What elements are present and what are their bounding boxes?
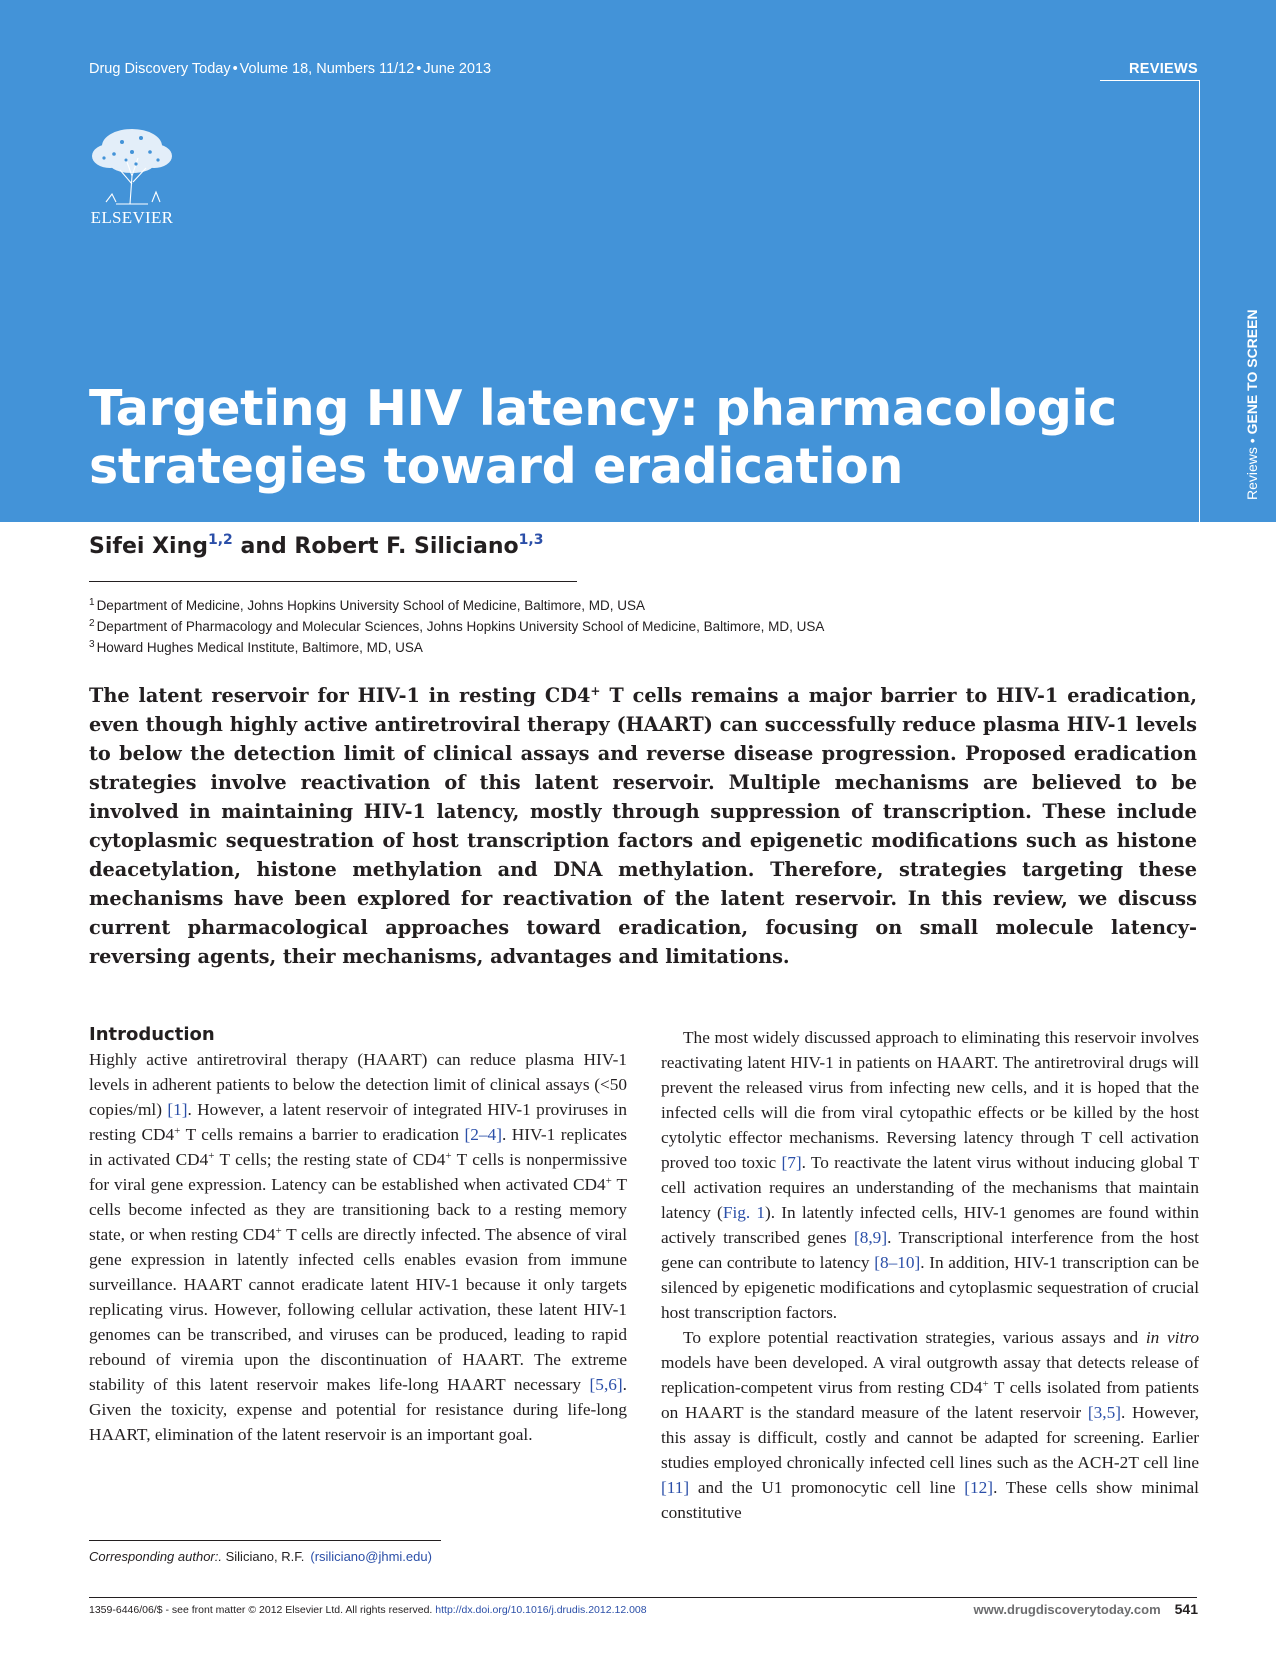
separator-dot: • xyxy=(232,61,238,77)
side-label-section: GENE TO SCREEN xyxy=(1244,309,1260,435)
section-heading: Introduction xyxy=(89,1024,215,1045)
footnote-label: Corresponding author:. xyxy=(89,1549,222,1564)
superscript: + xyxy=(445,1150,452,1162)
text-run: Highly active antiretroviral therapy (HAART) can reduce plasma HIV-1 levels in adherent patients to below the detection limit of clinical assays (<50 copies/ml) xyxy=(89,1050,627,1119)
superscript: + xyxy=(275,1225,282,1237)
affiliation-text: Department of Medicine, Johns Hopkins University School of Medicine, Baltimore, MD, USA xyxy=(96,598,646,613)
citation-link[interactable]: [12] xyxy=(964,1478,994,1497)
citation-link[interactable]: [11] xyxy=(661,1478,690,1497)
superscript: + xyxy=(174,1125,181,1137)
citation-link[interactable]: [1] xyxy=(167,1100,188,1119)
text-run: T cells are directly infected. The absence of viral gene expression in latently infected cells enables evasion from immune surveillance. HAART cannot eradicate latent HIV-1 because it only targets replicating virus. However, following cellular activation, these latent HIV-1 genomes can be transcribed, and viruses can be produced, leading to rapid rebound of viremia upon the discontinuation of HAART. The extreme stability of this latent reservoir makes life-long HAART necessary xyxy=(89,1225,627,1394)
corresponding-author-note xyxy=(89,1549,432,1564)
author-affiliation-marker[interactable]: 1,3 xyxy=(518,532,544,548)
author-connector: and xyxy=(240,534,287,559)
text-run: . However, a latent reservoir of integrated HIV-1 proviruses in resting CD4 xyxy=(89,1100,627,1144)
affiliation-number: 2 xyxy=(89,618,95,629)
header-rule xyxy=(1100,80,1199,81)
text-run: . In addition, HIV-1 transcription can be silenced by epigenetic modifications and cytoplasmic sequestration of crucial host transcription factors. xyxy=(661,1253,1199,1322)
text-run: models have been developed. A viral outgrowth assay that detects release of replication-competent virus from resting CD4 xyxy=(661,1353,1199,1397)
author-name: Robert F. Siliciano xyxy=(294,534,519,559)
affiliation-number: 3 xyxy=(89,639,95,650)
citation-link[interactable]: [8–10] xyxy=(874,1253,921,1272)
elsevier-logo xyxy=(86,124,178,228)
doi-link[interactable]: http://dx.doi.org/10.1016/j.drudis.2012.12.008 xyxy=(435,1604,647,1616)
footer-legal xyxy=(89,1604,647,1616)
issn-text: 1359-6446/06/$ - see front matter xyxy=(89,1604,246,1616)
separator-dot: • xyxy=(416,61,422,77)
affiliation-item xyxy=(89,595,824,616)
footnote-name: Siliciano, R.F. xyxy=(225,1549,305,1564)
section-label: REVIEWS xyxy=(1129,61,1198,77)
text-run: and the U1 promonocytic cell line xyxy=(689,1478,965,1497)
text-run: T cells; the resting state of CD4 xyxy=(214,1150,446,1169)
citation-link[interactable]: [2–4] xyxy=(464,1125,502,1144)
text-run: T cells become infected as they are transitioning back to a resting memory state, or when resting CD4 xyxy=(89,1175,627,1244)
article-title: Targeting HIV latency: pharmacologic strategies toward eradication xyxy=(89,380,1117,495)
elsevier-wordmark: ELSEVIER xyxy=(90,208,174,227)
footnote-divider xyxy=(89,1540,441,1541)
text-run: To explore potential reactivation strategies, various assays and xyxy=(683,1328,1146,1347)
copyright-text: © 2012 Elsevier Ltd. All rights reserved. xyxy=(248,1604,433,1616)
affiliation-text: Howard Hughes Medical Institute, Baltimore, MD, USA xyxy=(96,640,423,655)
body-column-right xyxy=(661,1025,1199,1525)
superscript: + xyxy=(605,1175,612,1187)
author-affiliation-marker[interactable]: 1,2 xyxy=(208,532,233,548)
paragraph xyxy=(661,1325,1199,1525)
footer-rule xyxy=(89,1597,1197,1598)
citation-link[interactable]: [5,6] xyxy=(589,1375,623,1394)
tree-icon xyxy=(86,124,178,206)
citation-link[interactable]: [7] xyxy=(781,1153,802,1172)
emphasis: in vitro xyxy=(1145,1328,1199,1347)
body-column-left xyxy=(89,1022,627,1447)
superscript: + xyxy=(590,684,601,698)
text-run: T cells remains a barrier to eradication xyxy=(180,1125,465,1144)
running-header xyxy=(89,61,491,77)
author-list xyxy=(89,534,543,559)
citation-link[interactable]: [3,5] xyxy=(1087,1403,1121,1422)
text-run: . Given the toxicity, expense and potential for resistance during life-long HAART, elimination of the latent reservoir is an important goal. xyxy=(89,1375,627,1444)
journal-name: Drug Discovery Today xyxy=(89,61,231,77)
affiliation-item xyxy=(89,637,824,658)
volume-info: Volume 18, Numbers 11/12 xyxy=(239,61,415,77)
figure-link[interactable]: Fig. 1 xyxy=(722,1203,766,1222)
footer-right xyxy=(974,1601,1198,1617)
email-link[interactable]: (rsiliciano@jhmi.edu) xyxy=(310,1549,432,1564)
issue-date: June 2013 xyxy=(423,61,492,77)
margin-rule xyxy=(1199,80,1200,522)
superscript: + xyxy=(208,1150,215,1162)
page-number: 541 xyxy=(1174,1601,1198,1617)
text-run: ). In latently infected cells, HIV-1 genomes are found within actively transcribed genes xyxy=(661,1203,1199,1247)
abstract-text: The latent reservoir for HIV-1 in resting CD4 xyxy=(89,684,591,707)
text-run: . However, this assay is difficult, costly and cannot be adapted for screening. Earlier studies employed chronically infected cell lines such as the ACH-2T cell line xyxy=(661,1403,1200,1472)
text-run: . To reactivate the latent virus without inducing global T cell activation requires an understanding of the mechanisms that maintain latency ( xyxy=(661,1153,1199,1222)
superscript: + xyxy=(982,1378,989,1390)
website-link[interactable]: www.drugdiscoverytoday.com xyxy=(973,1602,1161,1617)
text-run: The most widely discussed approach to eliminating this reservoir involves reactivating latent HIV-1 in patients on HAART. The antiretroviral drugs will prevent the released virus from infecting new cells, and it is hoped that the infected cells will die from viral cytopathic effects or be killed by the host cytolytic effector mechanisms. Reversing latency through T cell activation proved too toxic xyxy=(661,1028,1199,1172)
affiliation-text: Department of Pharmacology and Molecular Sciences, Johns Hopkins University School of Medicine, Baltimore, MD, USA xyxy=(96,619,825,634)
affiliation-list xyxy=(89,595,824,658)
affiliation-number: 1 xyxy=(89,597,95,608)
side-section-label: Reviews • GENE TO SCREEN xyxy=(1244,309,1260,500)
citation-link[interactable]: [8,9] xyxy=(853,1228,888,1247)
text-run: . HIV-1 replicates in activated CD4 xyxy=(89,1125,627,1169)
text-run: . Transcriptional interference from the host gene can contribute to latency xyxy=(661,1228,1199,1272)
text-run: . These cells show minimal constitutive xyxy=(661,1478,1199,1522)
paragraph xyxy=(661,1025,1199,1325)
author-name: Sifei Xing xyxy=(89,534,208,559)
authors-divider xyxy=(89,581,577,582)
side-label-prefix: Reviews xyxy=(1244,447,1260,500)
affiliation-item xyxy=(89,616,824,637)
abstract-text: T cells remains a major barrier to HIV-1 eradication, even though highly active antiretroviral therapy (HAART) can successfully reduce plasma HIV-1 levels to below the detection limit of clinical assays and reverse disease progression. Proposed eradication strategies involve reactivation of this latent reservoir. Multiple mechanisms are believed to be involved in maintaining HIV-1 latency, mostly through suppression of transcription. These include cytoplasmic sequestration of host transcription factors and epigenetic modifications such as histone deacetylation, histone methylation and DNA methylation. Therefore, strategies targeting these mechanisms have been explored for reactivation of the latent reservoir. In this review, we discuss current pharmacological approaches toward eradication, focusing on small molecule latency-reversing agents, their mechanisms, advantages and limitations. xyxy=(89,684,1198,968)
text-run: T cells isolated from patients on HAART is the standard measure of the latent reservoir xyxy=(661,1378,1199,1422)
abstract xyxy=(89,681,1197,971)
text-run: T cells is nonpermissive for viral gene expression. Latency can be established when activated CD4 xyxy=(89,1150,627,1194)
paragraph xyxy=(89,1047,627,1447)
